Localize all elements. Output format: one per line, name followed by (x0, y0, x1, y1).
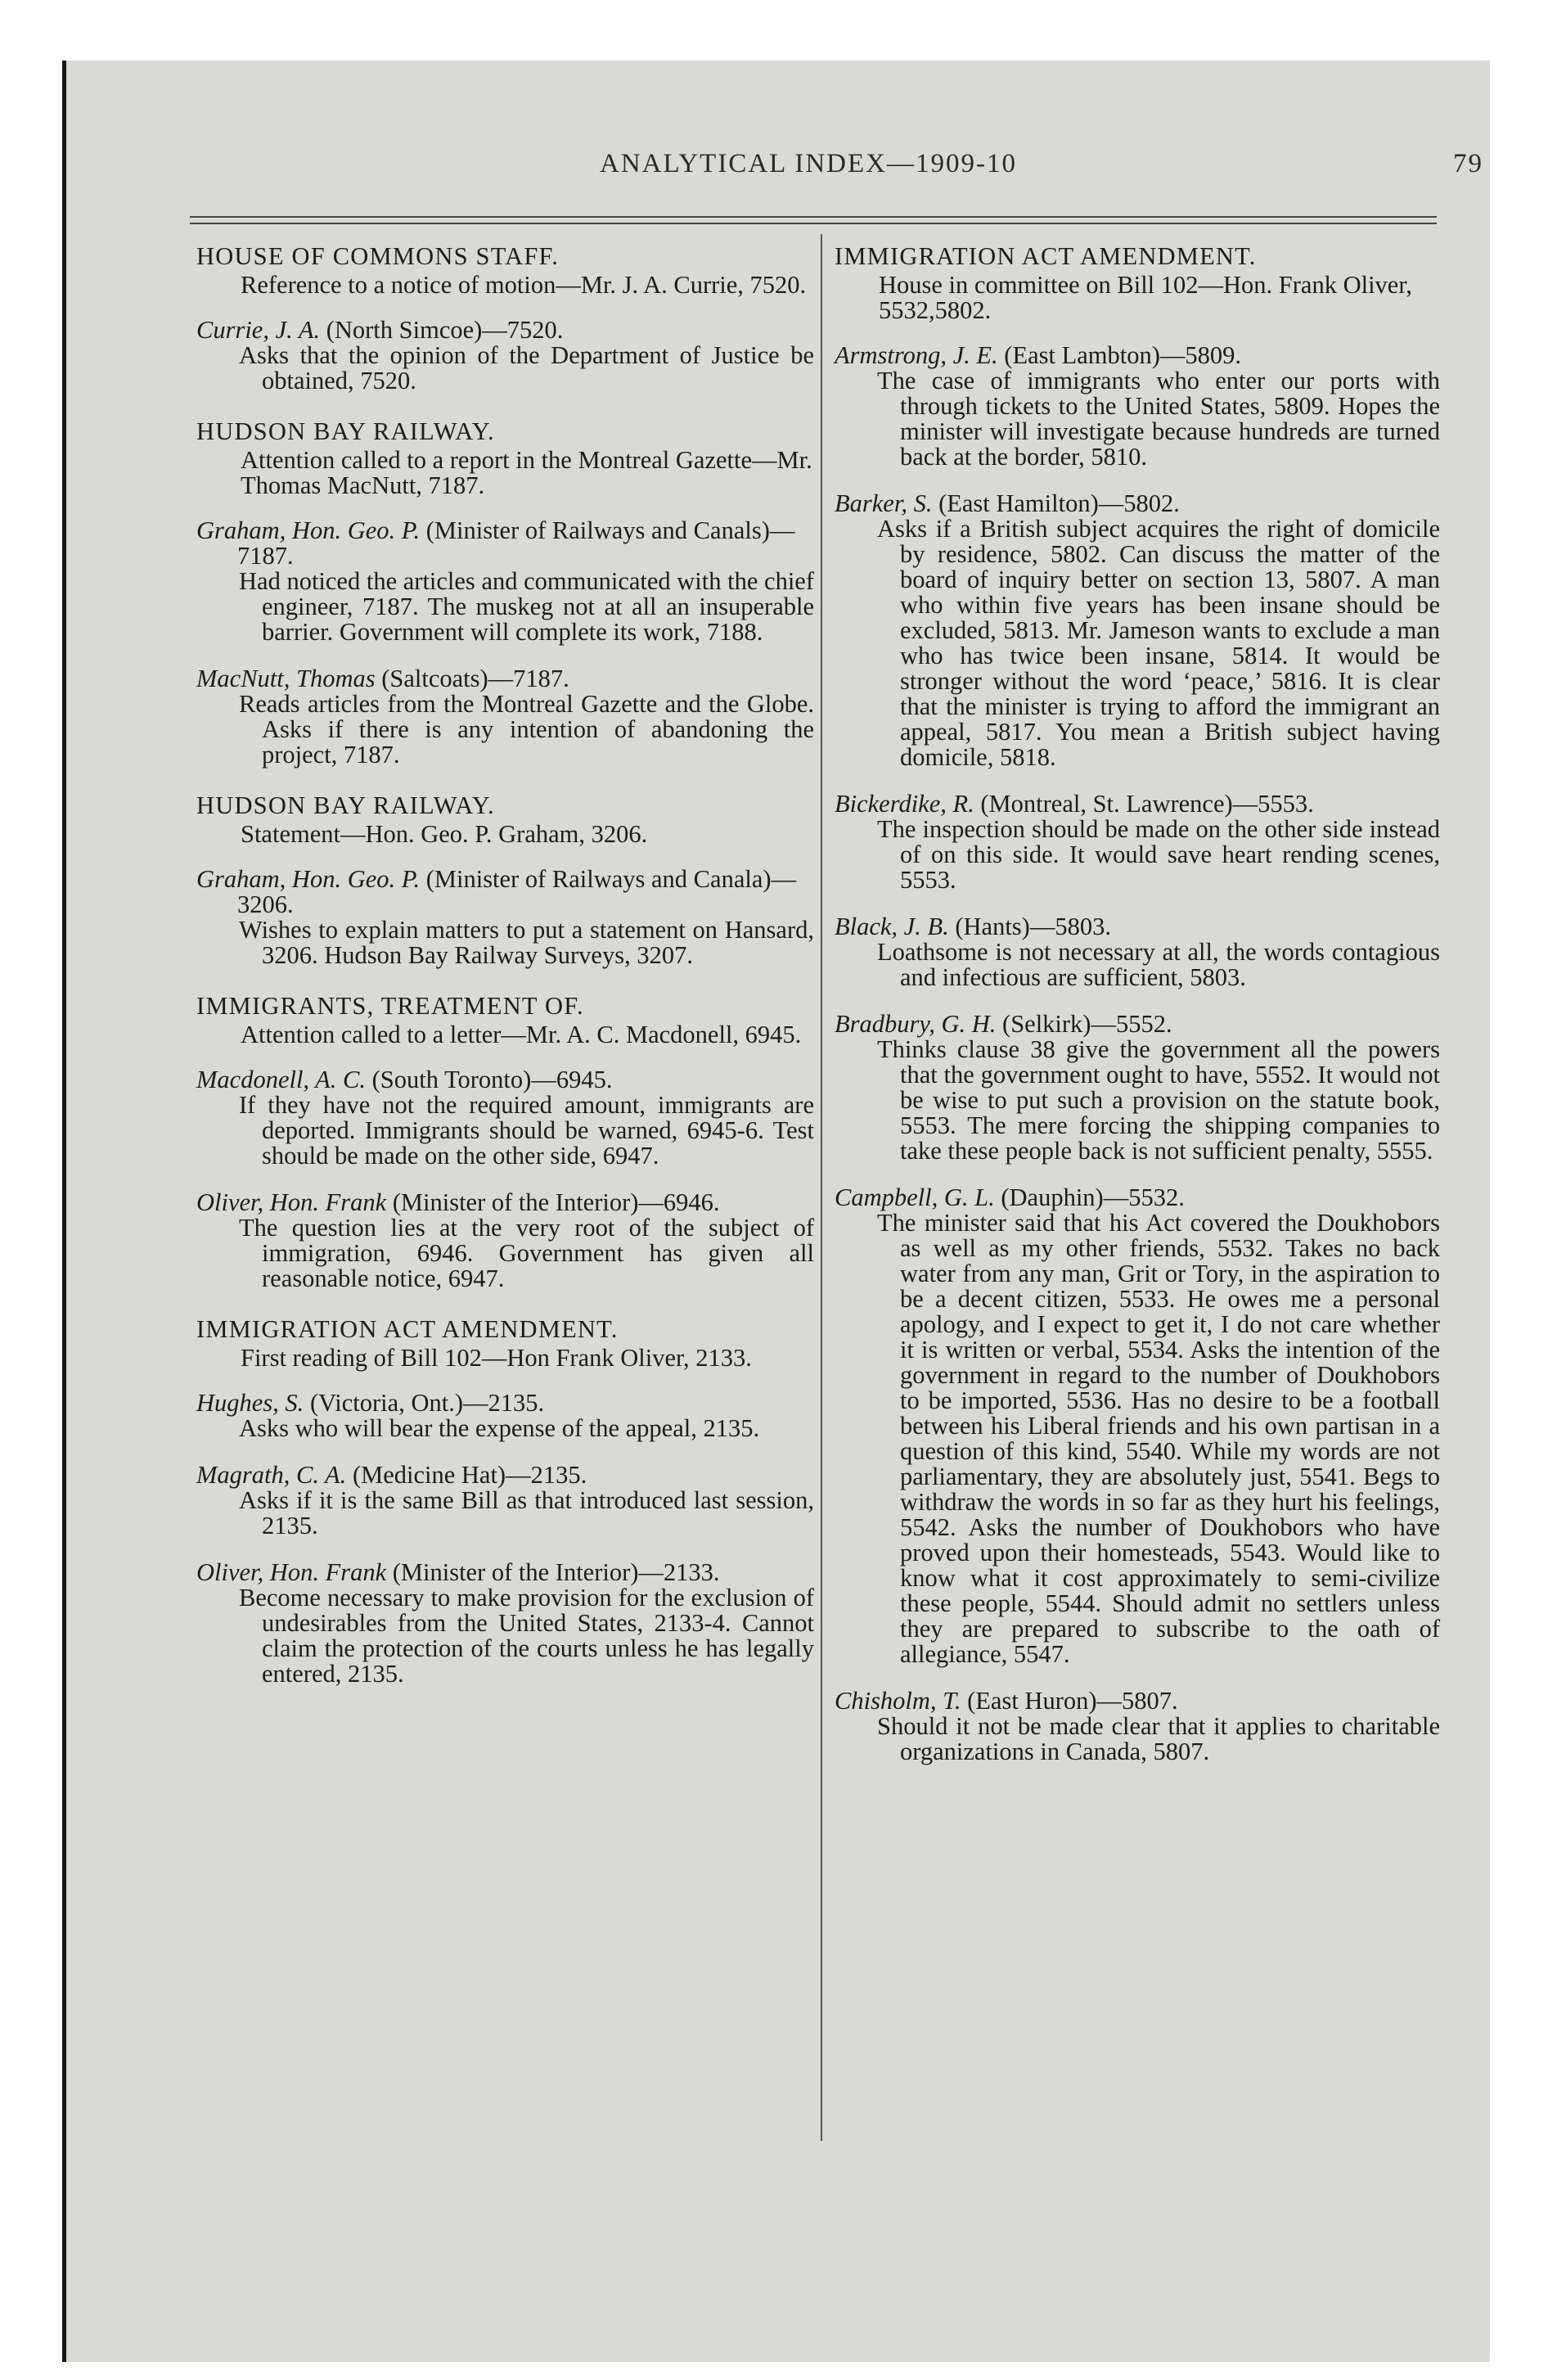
section-reference: Statement—Hon. Geo. P. Graham, 3206. (241, 820, 648, 848)
speaker-summary: The question lies at the very root of the subject of immigration, 6946. Government has given all reasonable notice, 6947. (239, 1214, 814, 1292)
index-section (196, 994, 814, 1291)
index-section (196, 419, 814, 768)
speaker-constituency: (Minister of the Interior)—2133. (386, 1558, 720, 1586)
section-heading: IMMIGRATION ACT AMENDMENT. (835, 242, 1257, 270)
header-title: ANALYTICAL INDEX—1909-10 (600, 149, 1017, 178)
index-section (196, 244, 814, 394)
section-heading: HUDSON BAY RAILWAY. (196, 417, 495, 445)
speaker-name: Black, J. B. (835, 913, 949, 940)
section-heading: IMMIGRATION ACT AMENDMENT. (196, 1315, 619, 1343)
speaker-entry (835, 1185, 1440, 1210)
speaker-summary: Become necessary to make provision for the exclusion of undesirables from the United States, 2133-4. Cannot claim the protection of the courts unless he has legally entered, 2135. (239, 1584, 814, 1688)
speaker-summary: The minister said that his Act covered the Doukhobors as well as my other friends, 5532. Takes no back water from any man, Grit or Tory, in the aspiration to be a decent citizen, 5533. He owes me a personal apology, and I expect to get it, I do not care whether it is written or verbal, 5534. Asks the intention of the government in regard to the number of Doukhobors to be imported, 5536. Has no desire to be a football between his Liberal friends and his own partisan in a question of this kind, 5540. While my words are not parliamentary, they are absolutely just, 5541. Begs to withdraw the words in so far as they hurt his feelings, 5542. Asks the number of Doukhobors who have proved upon their homesteads, 5543. Would like to know what it cost approximately to semi-civilize these people, 5544. Should admit no settlers unless they are prepared to subscribe to the oath of allegiance, 5547. (877, 1209, 1440, 1668)
speaker-entry (835, 791, 1440, 817)
index-section (196, 1317, 814, 1687)
speaker-summary: Had noticed the articles and communicated with the chief engineer, 7187. The muskeg not at all an insuperable barrier. Government will complete its work, 7188. (239, 567, 814, 646)
speaker-entry (835, 914, 1440, 940)
speaker-name: MacNutt, Thomas (196, 665, 376, 692)
speaker-constituency: (South Toronto)—6945. (365, 1066, 613, 1093)
section-reference: First reading of Bill 102—Hon Frank Oliver, 2133. (241, 1344, 752, 1372)
speaker-constituency: (Hants)—5803. (948, 913, 1111, 940)
page-number: 79 (1453, 149, 1483, 178)
speaker-name: Oliver, Hon. Frank (196, 1558, 387, 1586)
speaker-summary: Asks if it is the same Bill as that introduced last session, 2135. (239, 1486, 814, 1539)
speaker-entry (196, 1391, 814, 1416)
speaker-name: Magrath, C. A. (196, 1461, 347, 1489)
speaker-constituency: (East Lambton)—5809. (997, 341, 1241, 369)
speaker-name: Hughes, S. (196, 1389, 304, 1417)
left-column (196, 244, 814, 1712)
section-reference: Reference to a notice of motion—Mr. J. A. Currie, 7520. (241, 271, 807, 299)
speaker-summary: Reads articles from the Montreal Gazette and the Globe. Asks if there is any intention of abandoning the project, 7187. (239, 690, 814, 769)
section-reference: Attention called to a report in the Montreal Gazette—Mr. Thomas MacNutt, 7187. (241, 446, 812, 499)
speaker-name: Oliver, Hon. Frank (196, 1188, 387, 1216)
speaker-constituency: (East Huron)—5807. (961, 1687, 1178, 1715)
speaker-entry (196, 1463, 814, 1488)
speaker-summary: Loathsome is not necessary at all, the words contagious and infectious are sufficient, 5803. (877, 938, 1440, 991)
speaker-summary: Thinks clause 38 give the government all the powers that the government ought to have, 5552. It would not be wise to put such a provision on the statute book, 5553. The mere forcing the shipping companies to take these people back is not sufficient penalty, 5555. (877, 1035, 1440, 1165)
speaker-summary: Asks who will bear the expense of the appeal, 2135. (239, 1414, 760, 1442)
section-reference: Attention called to a letter—Mr. A. C. Macdonell, 6945. (241, 1021, 802, 1048)
speaker-summary: Wishes to explain matters to put a statement on Hansard, 3206. Hudson Bay Railway Surveys, 3207. (239, 916, 814, 969)
speaker-name: Macdonell, A. C. (196, 1066, 366, 1093)
speaker-constituency: (Dauphin)—5532. (994, 1183, 1185, 1211)
speaker-entry (196, 867, 814, 917)
speaker-constituency: (Saltcoats)—7187. (375, 665, 569, 692)
speaker-entry (196, 318, 814, 343)
speaker-summary: Should it not be made clear that it applies to charitable organizations in Canada, 5807. (877, 1712, 1440, 1765)
index-section (835, 244, 1440, 1765)
speaker-entry (196, 1067, 814, 1093)
speaker-name: Graham, Hon. Geo. P. (196, 865, 421, 893)
section-heading: IMMIGRANTS, TREATMENT OF. (196, 992, 584, 1020)
speaker-entry (835, 1688, 1440, 1714)
speaker-summary: Asks if a British subject acquires the right of domicile by residence, 5802. Can discuss the matter of the board of inquiry better on section 13, 5807. A man who within five years has been insane should be excluded, 5813. Mr. Jameson wants to exclude a man who has twice been insane, 5814. It would be stronger without the word ‘peace,’ 5816. It is clear that the minister is trying to afford the immigrant an appeal, 5817. You mean a British subject having domicile, 5818. (877, 515, 1440, 771)
speaker-constituency: (North Simcoe)—7520. (320, 316, 564, 344)
right-column (835, 244, 1440, 1790)
speaker-entry (196, 1560, 814, 1585)
speaker-constituency: (Montreal, St. Lawrence)—5553. (974, 790, 1314, 818)
speaker-name: Armstrong, J. E. (835, 341, 998, 369)
speaker-constituency: (Minister of Railways and Canals)—7187. (237, 516, 795, 570)
speaker-entry (835, 1012, 1440, 1037)
speaker-entry (196, 518, 814, 569)
header-rule (190, 216, 1437, 218)
speaker-constituency: (East Hamilton)—5802. (932, 489, 1180, 517)
section-reference: House in committee on Bill 102—Hon. Frank Oliver, 5532,5802. (879, 271, 1412, 324)
speaker-name: Currie, J. A. (196, 316, 321, 344)
section-heading: HUDSON BAY RAILWAY. (196, 791, 495, 819)
speaker-constituency: (Selkirk)—5552. (996, 1010, 1172, 1038)
section-heading: HOUSE OF COMMONS STAFF. (196, 242, 560, 270)
column-divider (821, 234, 822, 2141)
speaker-name: Chisholm, T. (835, 1687, 961, 1715)
speaker-name: Campbell, G. L. (835, 1183, 995, 1211)
speaker-constituency: (Victoria, Ont.)—2135. (304, 1389, 545, 1417)
speaker-summary: The inspection should be made on the other side instead of on this side. It would save heart rending scenes, 5553. (877, 815, 1440, 894)
speaker-entry (196, 1190, 814, 1215)
speaker-name: Bradbury, G. H. (835, 1010, 997, 1038)
speaker-entry (196, 666, 814, 692)
speaker-name: Barker, S. (835, 489, 933, 517)
speaker-name: Graham, Hon. Geo. P. (196, 516, 421, 544)
header-rule-lower (190, 223, 1437, 224)
speaker-summary: Asks that the opinion of the Department of Justice be obtained, 7520. (239, 341, 814, 394)
speaker-constituency: (Minister of Railways and Canala)—3206. (237, 865, 797, 918)
speaker-entry (835, 343, 1440, 368)
speaker-summary: If they have not the required amount, immigrants are deported. Immigrants should be warned, 6945-6. Test should be made on the other side, 6947. (239, 1091, 814, 1170)
index-section (196, 793, 814, 968)
speaker-entry (835, 491, 1440, 516)
speaker-summary: The case of immigrants who enter our ports with through tickets to the United States, 5809. Hopes the minister will investigate because hundreds are turned back at the border, 5810. (877, 367, 1440, 471)
speaker-constituency: (Medicine Hat)—2135. (346, 1461, 587, 1489)
speaker-name: Bickerdike, R. (835, 790, 974, 818)
speaker-constituency: (Minister of the Interior)—6946. (386, 1188, 720, 1216)
